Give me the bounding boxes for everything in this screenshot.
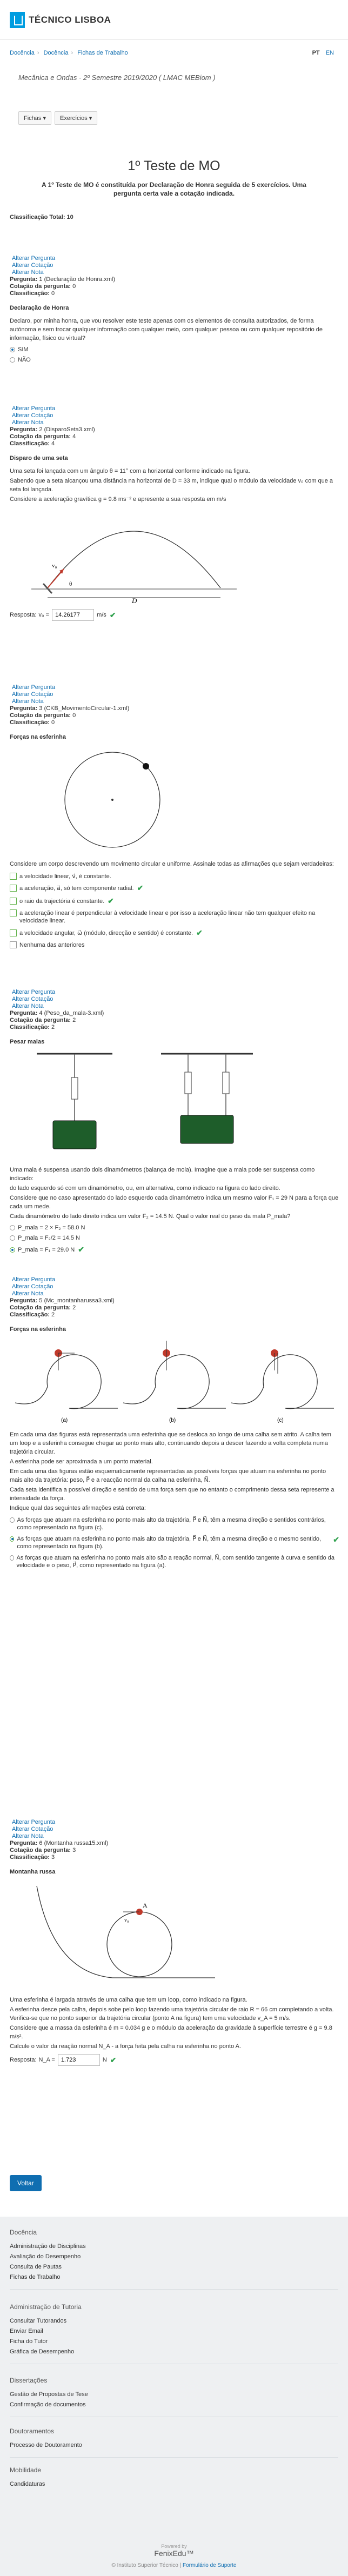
footer-heading: Doutoramentos (10, 2427, 55, 2435)
radio-checked[interactable] (10, 347, 15, 352)
scale-right-a-icon (185, 1072, 191, 1094)
question-text (10, 1996, 339, 2051)
footer-link[interactable]: Consultar Tutorandos (10, 2318, 67, 2324)
question-file: 3 (CKB_MovimentoCircular-1.xml) (39, 705, 130, 712)
meta-label: Pergunta: (10, 1840, 38, 1846)
question-grade: 4 (51, 440, 55, 447)
meta-label: Pergunta: (10, 426, 38, 433)
track-slope (37, 1886, 215, 1978)
trajectory-curve (48, 531, 220, 588)
question-6 (10, 1819, 339, 2066)
option-label: P_mala = 2 × F₂ = 58.0 N (18, 1225, 85, 1231)
meta-label: Pergunta: (10, 1297, 38, 1304)
alter-question-link[interactable]: Alterar Pergunta (12, 989, 56, 995)
suitcase-scales-figure (31, 1051, 258, 1159)
option-label: As forças que atuam na esferinha no ponto mais alto são a reação normal, N⃗, com sentido tangente à curva e sentido da velocidade e o peso, P⃗, como representado na figura (a). (16, 1555, 335, 1569)
checkbox[interactable] (10, 898, 17, 905)
alter-question-link[interactable]: Alterar Pergunta (12, 1819, 56, 1825)
support-link[interactable]: Formulário de Suporte (183, 2562, 237, 2568)
brand-logo[interactable] (10, 12, 111, 28)
option-3[interactable] (10, 896, 339, 906)
question-meta (10, 1819, 339, 1861)
answer-unit: N (102, 2057, 107, 2063)
text-line: Uma esferinha é largada através de uma calha que tem um loop, como indicado na figura. (10, 1997, 247, 2003)
fenixedu-logo[interactable]: FenixEdu™ (154, 2549, 194, 2558)
alter-score-link[interactable]: Alterar Cotação (12, 262, 53, 269)
alter-score-link[interactable]: Alterar Cotação (12, 412, 53, 419)
option-2[interactable] (10, 1535, 339, 1550)
radio-checked[interactable] (10, 1536, 14, 1542)
checkbox[interactable] (10, 929, 17, 936)
course-subtitle: Mecânica e Ondas - 2º Semestre 2019/2020 ( LMAC MEBiom ) (18, 73, 216, 82)
footer-link[interactable]: Administração de Disciplinas (10, 2243, 86, 2250)
radio-unchecked[interactable] (10, 357, 15, 363)
correct-check-icon: ✔ (110, 2055, 117, 2064)
page-title: 1º Teste de MO (128, 158, 220, 173)
question-grade: 3 (51, 1854, 55, 1861)
option-label: NÃO (18, 357, 31, 363)
question-3 (10, 684, 339, 952)
question-text (10, 467, 339, 504)
circle-center (111, 799, 113, 801)
meta-label: Pergunta: (10, 705, 38, 712)
brand-name: TÉCNICO LISBOA (29, 15, 111, 25)
meta-label: Classificação: (10, 1024, 50, 1031)
label-c: (c) (277, 1417, 284, 1423)
alter-score-link[interactable]: Alterar Cotação (12, 996, 53, 1002)
alter-question-link[interactable]: Alterar Pergunta (12, 1276, 56, 1283)
suitcase-left-icon (53, 1121, 96, 1149)
point-a-label: A (143, 1902, 148, 1909)
toolbar (18, 111, 97, 125)
footer-link[interactable]: Avaliação do Desempenho (10, 2253, 81, 2260)
meta-label: Classificação: (10, 290, 50, 297)
alter-score-link[interactable]: Alterar Cotação (12, 1826, 53, 1832)
question-file: 6 (Montanha russa15.xml) (39, 1840, 109, 1846)
va-label: v₀ (124, 1917, 129, 1923)
question-meta (10, 1276, 339, 1319)
correct-check-icon: ✔ (196, 928, 203, 937)
text-line: Considere que a massa da esferinha é m = 0.034 g e o módulo da aceleração da gravidade à superfície terrestre é g = 9.8 m/s². (10, 2025, 332, 2040)
question-grade: 2 (51, 1024, 55, 1031)
breadcrumb-separator: › (71, 50, 73, 56)
footer-dissertacoes (10, 2377, 338, 2424)
d-label: D (132, 597, 137, 604)
question-score: 0 (72, 712, 76, 719)
footer-heading: Dissertações (10, 2377, 48, 2384)
breadcrumb-link-3[interactable]: Fichas de Trabalho (77, 50, 128, 56)
footer-link[interactable]: Gráfica de Desempenho (10, 2348, 75, 2355)
exercicios-dropdown-button[interactable]: Exercícios ▾ (55, 111, 97, 125)
checkbox[interactable] (10, 909, 17, 916)
question-score: 0 (72, 283, 76, 290)
radio-unchecked[interactable] (10, 1555, 14, 1561)
footer-link[interactable]: Candidaturas (10, 2481, 45, 2487)
theta-label: θ (69, 581, 72, 587)
checkbox[interactable] (10, 941, 17, 948)
footer-heading: Mobilidade (10, 2466, 42, 2474)
option-2[interactable] (10, 884, 339, 893)
question-meta (10, 405, 339, 447)
alter-grade-link[interactable]: Alterar Nota (12, 1290, 44, 1297)
meta-label: Cotação da pergunta: (10, 1847, 71, 1854)
alter-score-link[interactable]: Alterar Cotação (12, 1283, 53, 1290)
question-file: 4 (Peso_da_mala-3.xml) (39, 1010, 104, 1016)
option-label: As forças que atuam na esferinha no ponto mais alto da trajetória, P⃗ e N⃗, têm a mesma direção e sentidos contrários, como representado na figura (c). (17, 1517, 326, 1531)
meta-label: Cotação da pergunta: (10, 1304, 71, 1311)
text-line: Considere a aceleração gravítica g = 9.8 ms⁻² e apresente a sua resposta em m/s (10, 496, 226, 503)
footer-link[interactable]: Consulta de Pautas (10, 2264, 62, 2270)
option-3[interactable] (10, 1554, 339, 1569)
correct-check-icon: ✔ (137, 884, 144, 892)
question-file: 2 (DisparoSeta3.xml) (39, 426, 95, 433)
alter-score-link[interactable]: Alterar Cotação (12, 691, 53, 698)
alter-question-link[interactable]: Alterar Pergunta (12, 255, 56, 262)
option-label: Nenhuma das anteriores (19, 941, 85, 948)
text-line: Uma seta foi lançada com um ângulo θ = 11° com a horizontal conforme indicado na figura. (10, 468, 250, 474)
scale-left-icon (71, 1078, 78, 1099)
label-a: (a) (61, 1417, 68, 1423)
question-score: 2 (72, 1017, 76, 1023)
correct-check-icon: ✔ (78, 1245, 84, 1254)
footer-link[interactable]: Ficha do Tutor (10, 2338, 48, 2345)
question-text (10, 1166, 339, 1221)
checkbox[interactable] (10, 885, 17, 892)
track-a (15, 1355, 118, 1409)
arrow-trajectory-figure (31, 507, 237, 604)
answer-row (10, 2054, 339, 2066)
answer-prefix: Resposta: (10, 612, 37, 618)
footer (0, 2217, 348, 2576)
v0-label: v₀ (52, 563, 57, 569)
label-b: (b) (169, 1417, 176, 1423)
meta-label: Pergunta: (10, 1010, 38, 1016)
option-label: a aceleração linear é perpendicular à velocidade linear e por isso a aceleração linear não tem qualquer efeito na velocidade linear. (19, 910, 316, 924)
option-label: SIM (18, 346, 29, 353)
lang-en[interactable]: EN (325, 50, 334, 56)
footer-link[interactable]: Enviar Email (10, 2328, 43, 2334)
text-line: Cada dinamómetro do lado direito indica um valor F₂ = 14.5 N. Qual o valor real do peso da mala P_mala? (10, 1213, 291, 1220)
question-4 (10, 989, 339, 1258)
meta-label: Classificação: (10, 719, 50, 726)
answer-input[interactable] (58, 2054, 100, 2066)
meta-label: Classificação: (10, 1312, 50, 1318)
question-title: Forças na esferinha (10, 734, 66, 740)
option-label: a velocidade linear, v⃗, é constante. (19, 873, 111, 880)
meta-label: Cotação da pergunta: (10, 1017, 71, 1023)
alter-grade-link[interactable]: Alterar Nota (12, 419, 44, 426)
question-score: 2 (72, 1304, 76, 1311)
question-grade: 2 (51, 1312, 55, 1318)
footer-link[interactable]: Processo de Doutoramento (10, 2442, 82, 2448)
option-label: o raio da trajectória é constante. (19, 898, 105, 905)
question-5 (10, 1276, 339, 1573)
breadcrumb (10, 50, 128, 56)
text-line: Indique qual das seguintes afirmações está correta: (10, 1505, 146, 1511)
footer-link[interactable]: Confirmação de documentos (10, 2401, 86, 2408)
answer-variable: v₀ = (38, 612, 50, 618)
alter-question-link[interactable]: Alterar Pergunta (12, 684, 56, 691)
option-label: P_mala = F₁ = 29.0 N (18, 1246, 75, 1253)
question-meta (10, 684, 339, 726)
question-grade: 0 (51, 719, 55, 726)
meta-label: Cotação da pergunta: (10, 433, 71, 440)
correct-check-icon: ✔ (108, 896, 114, 905)
question-meta (10, 255, 339, 297)
option-sim[interactable] (10, 346, 339, 353)
question-file: 1 (Declaração de Honra.xml) (39, 276, 116, 283)
option-1[interactable] (10, 873, 339, 880)
back-button[interactable]: Voltar (10, 2175, 42, 2191)
divider (10, 2289, 338, 2290)
option-2[interactable] (10, 1235, 339, 1241)
text-line: A esferinha pode ser aproximada a um ponto material. (10, 1458, 153, 1465)
lang-pt[interactable]: PT (312, 50, 320, 56)
checkbox[interactable] (10, 873, 17, 880)
question-grade: 0 (51, 290, 55, 297)
loop-forces-figure (10, 1338, 334, 1424)
meta-label: Cotação da pergunta: (10, 712, 71, 719)
text-line: Cada seta identifica a possível direção e sentido de uma força sem que no entanto o comprimento dessa seta represente a intensidade da força. (10, 1487, 334, 1502)
question-score: 4 (72, 433, 76, 440)
option-1[interactable] (10, 1225, 339, 1231)
breadcrumb-link-2[interactable]: Docência (43, 50, 69, 56)
question-2 (10, 405, 339, 621)
text-line: Em cada uma das figuras está representada uma esferinha que se desloca ao longo de uma calha sem atrito. A calha tem um loop e a esferinha consegue chegar ao ponto mais alto, continuando depois a descer fazendo a volta completa numa trajetória circular. (10, 1431, 331, 1455)
footer-heading: Administração de Tutoria (10, 2303, 82, 2311)
question-meta (10, 989, 339, 1031)
tecnico-logo-icon (10, 12, 25, 28)
test-intro: A 1º Teste de MO é constituída por Declaração de Honra seguida de 5 exercícios. Uma pergunta certa vale a cotação indicada. (42, 181, 306, 197)
top-navbar (0, 0, 348, 40)
option-4[interactable] (10, 909, 339, 925)
track-c (231, 1355, 334, 1409)
answer-variable: N_A = (38, 2057, 55, 2063)
alter-grade-link[interactable]: Alterar Nota (12, 1003, 44, 1009)
question-title: Pesar malas (10, 1039, 45, 1045)
loop-a (15, 1349, 118, 1423)
option-label: P_mala = F₂/2 = 14.5 N (18, 1235, 80, 1241)
question-1 (10, 255, 339, 367)
powered-by (0, 2544, 348, 2558)
radio-checked[interactable] (10, 1247, 15, 1253)
text-line: do lado esquerdo só com um dinamómetro, ou, em alternativa, como indicado na figura do lado direito. (10, 1185, 280, 1192)
powered-by-label: Powered by (161, 2544, 187, 2549)
question-title: Declaração de Honra (10, 305, 69, 311)
text-line: Uma mala é suspensa usando dois dinamómetros (balança de mola). Imagine que a mala pode ser suspensa como indicado: (10, 1167, 315, 1182)
question-title: Montanha russa (10, 1869, 56, 1875)
text-line: A esferinha desce pela calha, depois sobe pelo loop fazendo uma trajetória circular de raio R = 66 cm completando a volta. Verifica-se que no ponto superior da trajetória circular (ponto A na figura) tem uma velocidade v_A = 5 m/s. (10, 2006, 334, 2022)
language-switcher (312, 50, 334, 56)
question-text (10, 1430, 339, 1513)
footer-tutoria (10, 2303, 338, 2371)
total-score: Classificação Total: 10 (10, 214, 73, 220)
footer-docencia (10, 2229, 338, 2296)
suitcase-right-icon (180, 1115, 233, 1143)
text-line: Considere que no caso apresentado do lado esquerdo cada dinamómetro indica um mesmo valor F₁ = 29 N para a força que cada um mede. (10, 1195, 339, 1210)
radio-unchecked[interactable] (10, 1517, 15, 1523)
question-score: 3 (72, 1847, 76, 1854)
meta-label: Cotação da pergunta: (10, 283, 71, 290)
option-label: As forças que atuam na esferinha no ponto mais alto da trajetória, P⃗ e N⃗, têm a mesma direção e o mesmo sentido, como representado na figura (b). (17, 1536, 322, 1550)
answer-prefix: Resposta: (10, 2057, 37, 2063)
meta-label: Pergunta: (10, 276, 38, 283)
answer-input[interactable] (52, 609, 94, 621)
option-label: a velocidade angular, ω⃗ (módulo, direcção e sentido) é constante. (19, 930, 193, 936)
question-file: 5 (Mc_montanharussa3.xml) (39, 1297, 115, 1304)
copyright: © Instituto Superior Técnico | Formulário de Suporte (111, 2562, 237, 2568)
text-line: Sabendo que a seta alcançou uma distância na horizontal de D = 33 m, indique qual o módulo da velocidade v₀ com que a seta foi lançada. (10, 478, 333, 493)
scale-right-b-icon (223, 1072, 229, 1094)
option-label: a aceleração, a⃗, só tem componente radial. (19, 885, 134, 892)
correct-check-icon: ✔ (109, 610, 116, 619)
circular-motion-figure (31, 746, 193, 854)
loop-b (123, 1341, 226, 1423)
divider (10, 2457, 338, 2458)
loop-c (231, 1349, 334, 1423)
option-3[interactable] (10, 1245, 339, 1254)
option-1[interactable] (10, 1516, 339, 1531)
fichas-dropdown-button[interactable]: Fichas ▾ (18, 111, 51, 125)
track-b (123, 1355, 226, 1409)
answer-row (10, 609, 339, 621)
alter-question-link[interactable]: Alterar Pergunta (12, 405, 56, 412)
answer-unit: m/s (97, 612, 106, 618)
footer-link[interactable]: Gestão de Propostas de Tese (10, 2391, 88, 2398)
footer-mobilidade (10, 2466, 338, 2490)
footer-heading: Docência (10, 2229, 37, 2236)
alter-grade-link[interactable]: Alterar Nota (12, 698, 44, 705)
footer-doutoramento (10, 2427, 338, 2464)
question-text: Declaro, por minha honra, que vou resolver este teste apenas com os elementos de consulta autorizados, de forma autónoma e sem trocar qualquer informação com qualquer meio, com qualquer pessoa ou com qualquer repositório de informação, físico ou virtual? (10, 318, 323, 342)
question-text: Considere um corpo descrevendo um movimento circular e uniforme. Assinale todas as afirmações que sejam verdadeiras: (10, 861, 334, 867)
text-line: Calcule o valor da reação normal N_A - a força feita pela calha na esferinha no ponto A. (10, 2043, 242, 2050)
footer-link[interactable]: Fichas de Trabalho (10, 2274, 61, 2280)
alter-grade-link[interactable]: Alterar Nota (12, 1833, 44, 1839)
question-title: Forças na esferinha (10, 1326, 66, 1333)
meta-label: Classificação: (10, 1854, 50, 1861)
alter-grade-link[interactable]: Alterar Nota (12, 269, 44, 276)
breadcrumb-link-1[interactable]: Docência (10, 50, 35, 56)
copyright-text: © Instituto Superior Técnico (111, 2562, 178, 2568)
option-6[interactable] (10, 941, 339, 948)
option-nao[interactable] (10, 357, 339, 363)
ball (143, 763, 149, 770)
question-title: Disparo de uma seta (10, 455, 68, 461)
correct-check-icon: ✔ (333, 1535, 339, 1544)
text-line: Em cada uma das figuras estão esquematicamente representadas as possíveis forças que atuam na esferinha no ponto mais alto da trajetória: peso, P⃗ e a reacção normal da calha na esferinha, N⃗. (10, 1468, 326, 1483)
radio-unchecked[interactable] (10, 1235, 15, 1241)
breadcrumb-separator: › (37, 50, 39, 56)
loop-circle (107, 1912, 172, 1977)
meta-label: Classificação: (10, 440, 50, 447)
roller-coaster-figure (31, 1881, 226, 1989)
radio-unchecked[interactable] (10, 1225, 15, 1230)
option-5[interactable] (10, 928, 339, 938)
